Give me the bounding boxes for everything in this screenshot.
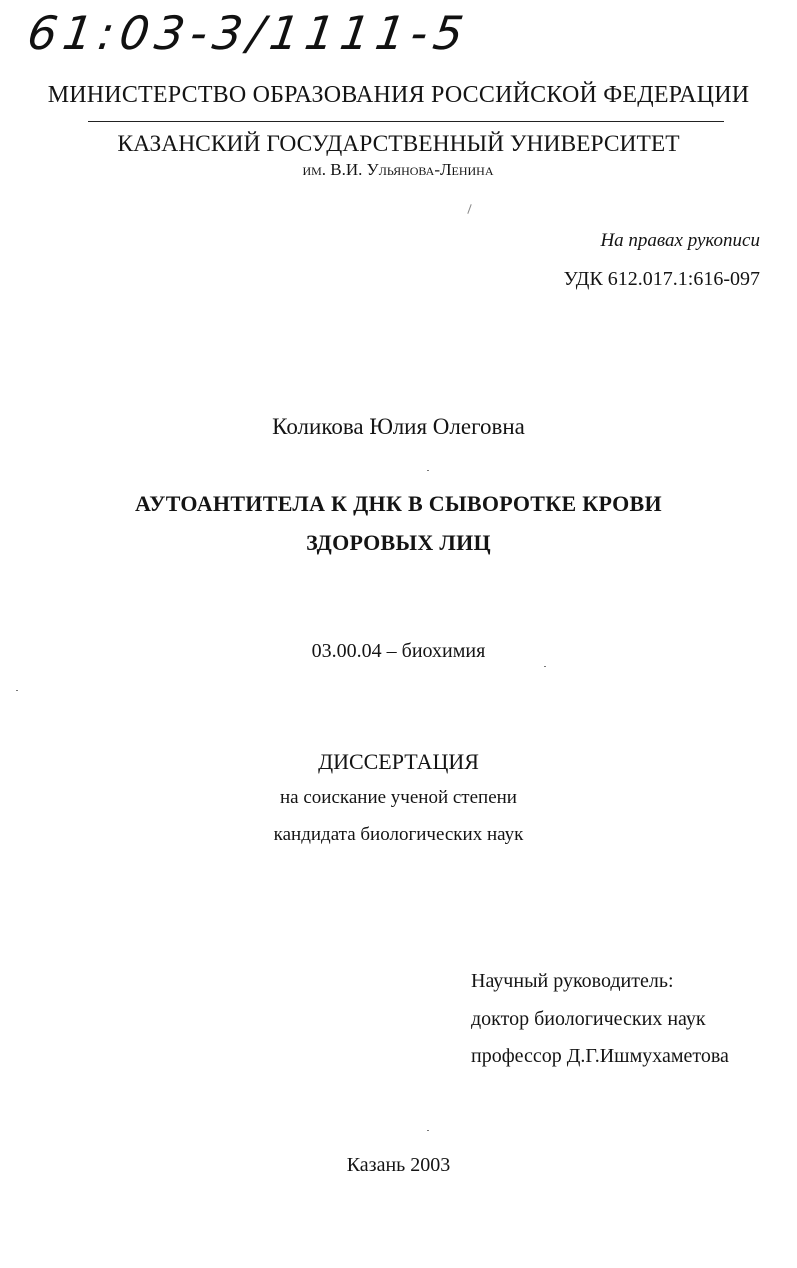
scan-speck [427, 1130, 429, 1131]
degree-line-2: кандидата биологических наук [273, 824, 524, 845]
supervisor-degree: доктор биологических наук [471, 1008, 706, 1030]
scan-speck [427, 470, 429, 471]
degree-line-1: на соискание ученой степени [280, 787, 517, 808]
specialty-code: 03.00.04 – биохимия [311, 640, 486, 662]
university-named-after: им. В.И. Ульянова-Ленина [302, 160, 494, 179]
supervisor-label: Научный руководитель: [471, 970, 674, 992]
manuscript-rights-note: На правах рукописи [600, 230, 760, 251]
city-and-year: Казань 2003 [346, 1154, 451, 1176]
handwritten-catalog-number: 61:03-3/1111-5 [24, 6, 473, 60]
header-divider [88, 121, 724, 122]
document-type: ДИССЕРТАЦИЯ [318, 749, 479, 774]
udc-code: УДК 612.017.1:616-097 [563, 268, 760, 290]
thesis-title-line-1: АУТОАНТИТЕЛА К ДНК В СЫВОРОТКЕ КРОВИ [135, 491, 662, 516]
author-name: Коликова Юлия Олеговна [272, 414, 525, 439]
thesis-title-line-2: ЗДОРОВЫХ ЛИЦ [306, 530, 491, 555]
scan-speck [16, 690, 18, 691]
university-heading: КАЗАНСКИЙ ГОСУДАРСТВЕННЫЙ УНИВЕРСИТЕТ [117, 131, 680, 157]
scan-speck [544, 666, 546, 667]
pen-mark [467, 204, 471, 214]
ministry-heading: МИНИСТЕРСТВО ОБРАЗОВАНИЯ РОССИЙСКОЙ ФЕДЕРАЦИИ [47, 82, 750, 108]
supervisor-name: профессор Д.Г.Ишмухаметова [471, 1045, 729, 1067]
